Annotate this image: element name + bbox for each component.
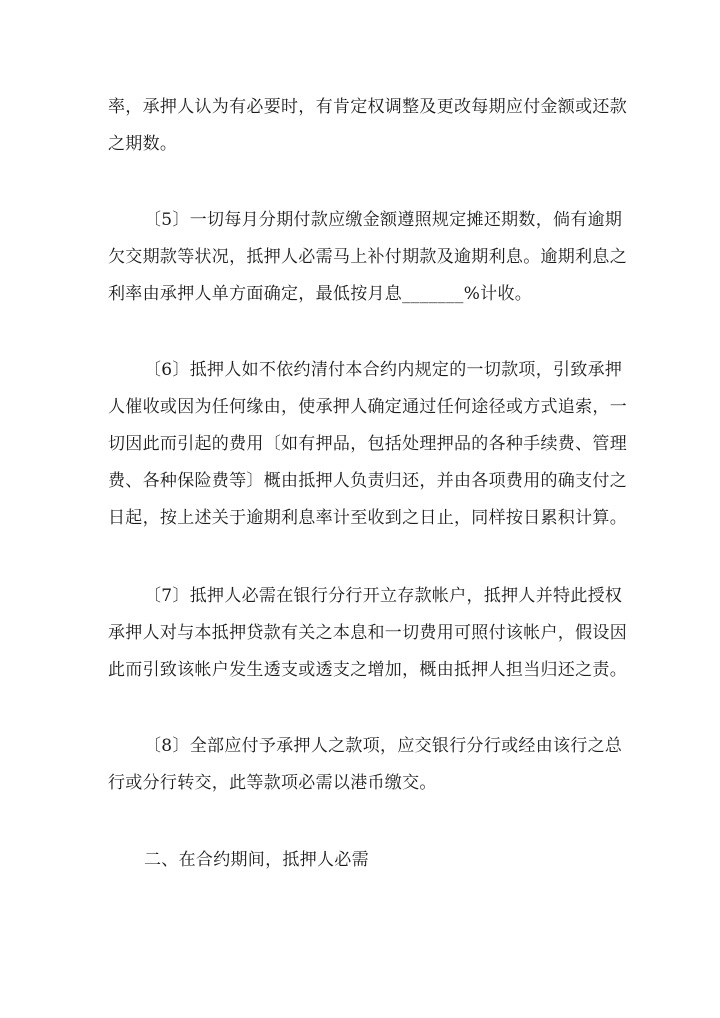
text-line: 日起，按上述关于逾期利息率计至收到之日止，同样按日累积计算。 xyxy=(108,508,627,528)
text-line: 利率由承押人单方面确定，最低按月息_______%计收。 xyxy=(108,284,533,304)
text-line: 率，承押人认为有必要时，有肯定权调整及更改每期应付金额或还款 xyxy=(108,97,627,117)
text-line: 〔8〕全部应付予承押人之款项，应交银行分行或经由该行之总 xyxy=(144,736,623,756)
text-line: 〔5〕一切每月分期付款应缴金额遵照规定摊还期数，倘有逾期 xyxy=(144,210,623,230)
text-line: 承押人对与本抵押贷款有关之本息和一切费用可照付该帐户，假设因 xyxy=(108,623,627,643)
text-line: 〔6〕抵押人如不依约清付本合约内规定的一切款项，引致承押 xyxy=(144,360,623,380)
text-line: 行或分行转交，此等款项必需以港币缴交。 xyxy=(108,773,437,793)
text-line: 〔7〕抵押人必需在银行分行开立存款帐户，抵押人并特此授权 xyxy=(144,586,623,606)
text-line: 费、各种保险费等〕概由抵押人负责归还，并由各项费用的确支付之 xyxy=(108,471,627,491)
text-line: 之期数。 xyxy=(108,134,178,154)
text-line: 切因此而引起的费用〔如有押品，包括处理押品的各种手续费、管理 xyxy=(108,434,627,454)
text-line: 欠交期款等状况，抵押人必需马上补付期款及逾期利息。逾期利息之 xyxy=(108,247,627,267)
text-line: 人催收或因为任何缘由，使承押人确定通过任何途径或方式追索，一 xyxy=(108,397,627,417)
text-line: 此而引致该帐户发生透支或透支之增加，概由抵押人担当归还之责。 xyxy=(108,660,627,680)
section-heading: 二、在合约期间，抵押人必需 xyxy=(144,850,369,870)
